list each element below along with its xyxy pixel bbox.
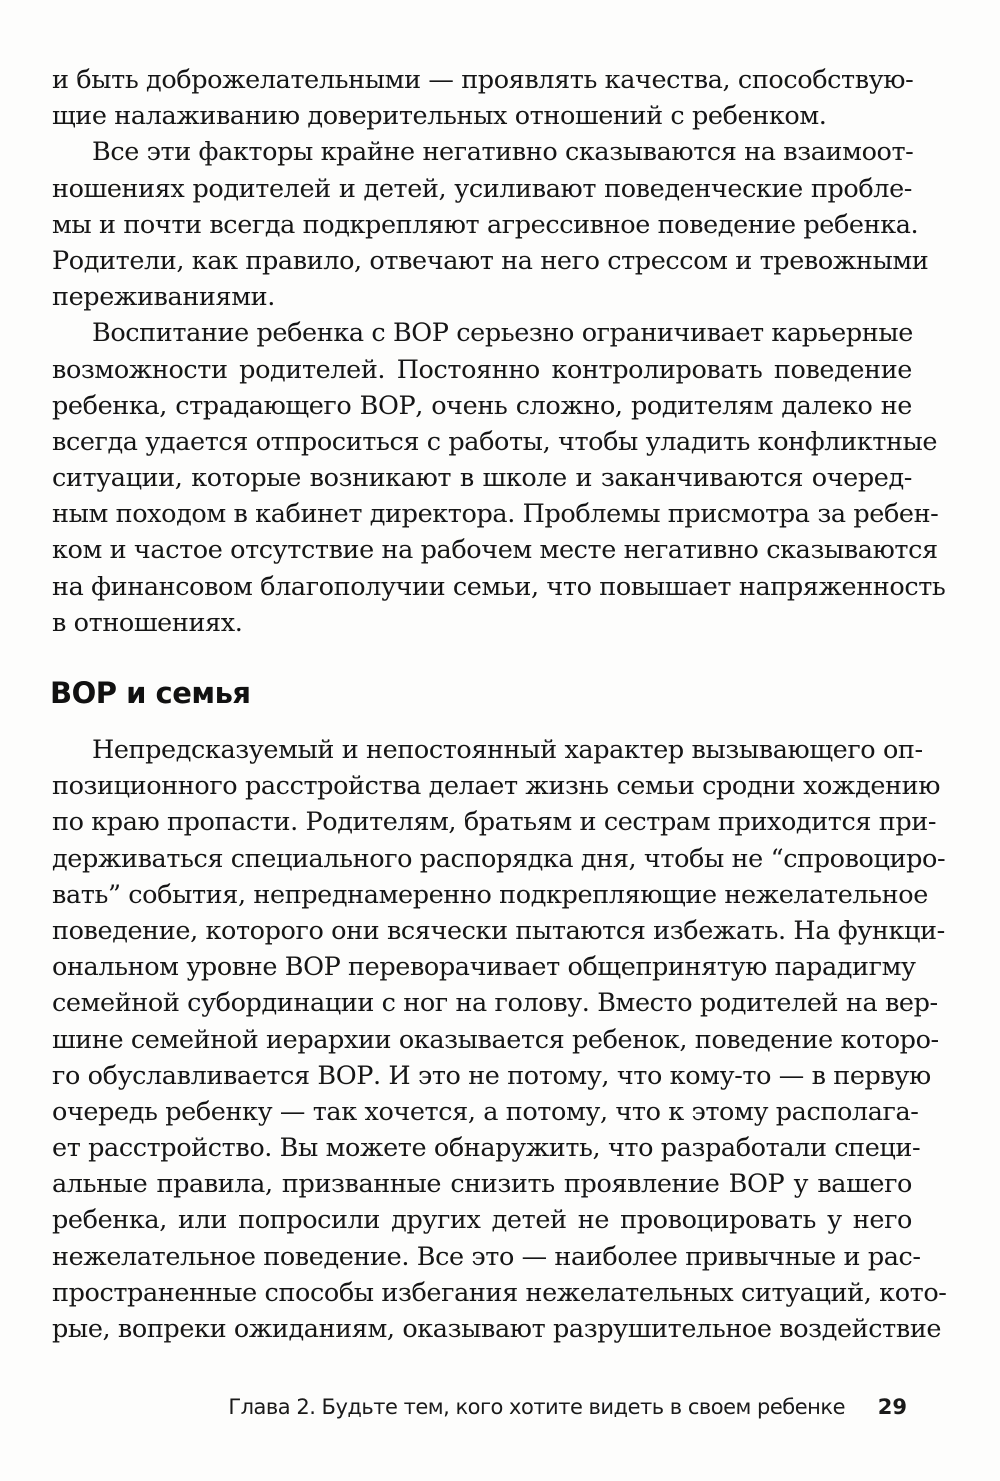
text-line: ребенка, или попросили других детей не провоцировать у него: [52, 1205, 912, 1236]
text-line: го обуславливается ВОР. И это не потому, что кому-то — в первую: [52, 1060, 931, 1091]
text-line: ком и частое отсутствие на рабочем месте негативно сказываются: [52, 535, 938, 566]
text-line: по краю пропасти. Родителям, братьям и сестрам приходится при-: [52, 807, 937, 838]
text-line: шине семейной иерархии оказывается ребенок, поведение которо-: [52, 1024, 939, 1055]
text-line: очередь ребенку — так хочется, а потому, что к этому располага-: [52, 1096, 919, 1127]
text-line: альные правила, призванные снизить проявление ВОР у вашего: [52, 1169, 912, 1200]
text-line: поведение, которого они всячески пытаются избежать. На функци-: [52, 915, 945, 946]
text-line: Все эти факторы крайне негативно сказываются на взаимоот-: [92, 137, 914, 168]
text-line: семейной субординации с ног на голову. Вместо родителей на вер-: [52, 988, 938, 1019]
text-line: и быть доброжелательными — проявлять качества, способствую-: [52, 65, 914, 95]
text-line: вать” события, непреднамеренно подкрепляющие нежелательное: [52, 879, 928, 910]
text-line: рые, вопреки ожиданиям, оказывают разрушительное воздействие: [52, 1314, 942, 1344]
text-line: Непредсказуемый и непостоянный характер вызывающего оп-: [92, 735, 923, 765]
text-line: позиционного расстройства делает жизнь семьи сродни хождению: [52, 771, 941, 802]
text-line: ситуации, которые возникают в школе и заканчиваются очеред-: [52, 463, 912, 494]
paragraph-continued: [52, 62, 912, 134]
paragraph: [52, 134, 929, 315]
text-block-bottom: [52, 732, 947, 1347]
text-line: на финансовом благополучии семьи, что повышает напряженность: [52, 571, 946, 602]
text-line: возможности родителей. Постоянно контролировать поведение: [52, 354, 912, 385]
text-line: пространенные способы избегания нежелательных ситуаций, кото-: [52, 1277, 947, 1308]
text-line: ональном уровне ВОР переворачивает общепринятую парадигму: [52, 952, 916, 983]
text-line: нежелательное поведение. Все это — наиболее привычные и рас-: [52, 1241, 921, 1272]
section-heading: ВОР и семья: [50, 676, 251, 710]
text-line: ношениях родителей и детей, усиливают поведенческие пробле-: [52, 173, 912, 204]
text-line: ным походом в кабинет директора. Проблемы присмотра за ребен-: [52, 499, 939, 530]
text-line: Родители, как правило, отвечают на него стрессом и тревожными: [52, 245, 929, 276]
paragraph: [52, 732, 947, 1347]
text-block-top: [52, 62, 946, 641]
text-line: в отношениях.: [52, 607, 243, 638]
text-line: ребенка, страдающего ВОР, очень сложно, родителям далеко не: [52, 390, 912, 421]
page-number: 29: [877, 1395, 907, 1419]
text-line: щие налаживанию доверительных отношений с ребенком.: [52, 101, 827, 132]
text-line: Воспитание ребенка с ВОР серьезно ограничивает карьерные: [92, 318, 913, 349]
text-line: мы и почти всегда подкрепляют агрессивное поведение ребенка.: [52, 209, 919, 240]
text-line: переживаниями.: [52, 282, 275, 313]
text-line: всегда удается отпроситься с работы, чтобы уладить конфликтные: [52, 426, 938, 457]
text-line: ет расстройство. Вы можете обнаружить, что разработали специ-: [52, 1133, 921, 1164]
running-title: Глава 2. Будьте тем, кого хотите видеть в своем ребенке: [228, 1395, 845, 1419]
paragraph: [52, 315, 946, 641]
text-line: держиваться специального распорядка дня, чтобы не “спровоциро-: [52, 843, 946, 874]
page-footer: [0, 1395, 1000, 1431]
